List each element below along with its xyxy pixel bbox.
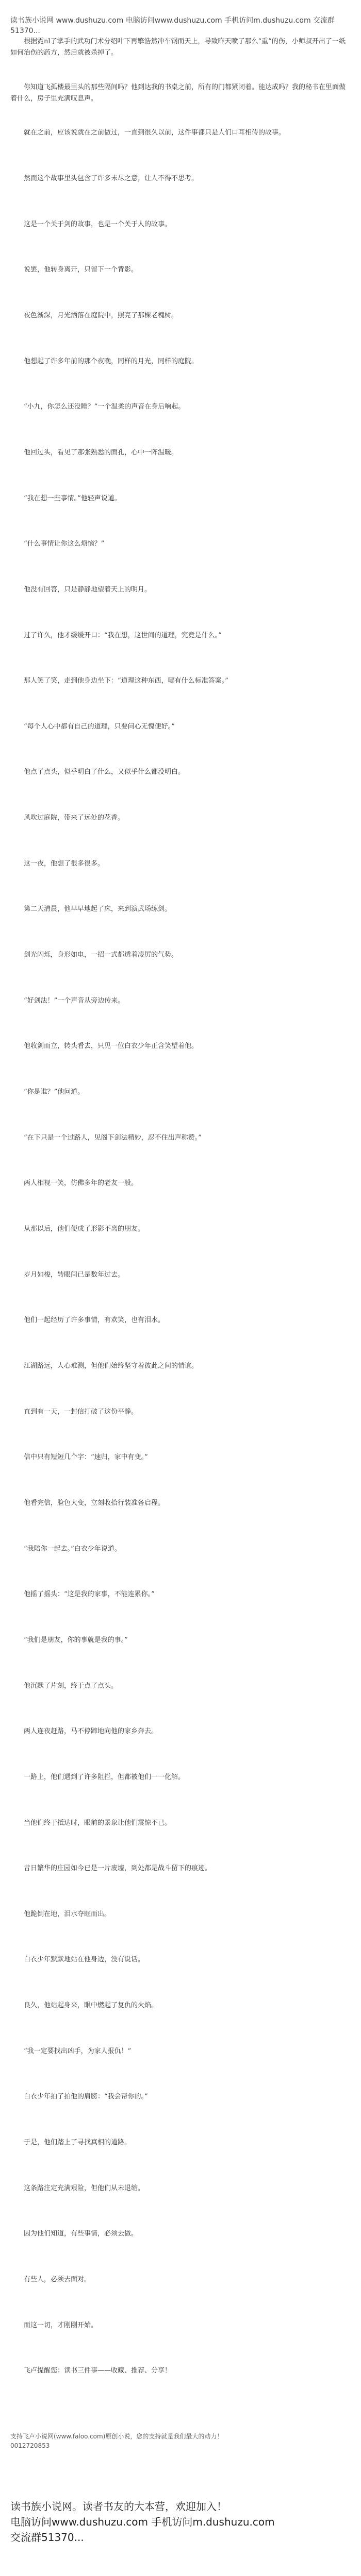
paragraph: 这是一个关于剑的故事，也是一个关于人的故事。 <box>24 220 172 228</box>
promo-line-1: 读书族小说网。读者书友的大本营，欢迎加入！ <box>10 2500 227 2513</box>
paragraph: 当他们终于抵达时，眼前的景象让他们震惊不已。 <box>24 1819 172 1827</box>
paragraph: 白衣少年拍了拍他的肩膀：“我会帮你的。” <box>24 2093 148 2101</box>
paragraph: 两人连夜赶路，马不停蹄地向他的家乡奔去。 <box>24 1727 158 1736</box>
paragraph: 飞卢提醒您：读书三件事——收藏、推荐、分享！ <box>24 2367 172 2375</box>
paragraph: 于是，他们踏上了寻找真相的道路。 <box>24 2139 132 2147</box>
paragraph: 风吹过庭院，带来了远处的花香。 <box>24 814 125 822</box>
ad-line-1: 支持飞卢小说网(www.faloo.com)原创小说，您的支持就是我们最大的动力！ <box>10 2433 223 2440</box>
paragraph: 岁月如梭，转眼间已是数年过去。 <box>24 1270 125 1279</box>
paragraph: 说罢，他转身离开，只留下一个背影。 <box>24 266 138 274</box>
paragraph: 他摇了摇头：“这是我的家事，不能连累你。” <box>24 1590 155 1599</box>
paragraph: 有些人，必须去面对。 <box>24 2276 91 2284</box>
paragraph: “什么事情让你这么烦恼？” <box>24 540 105 548</box>
paragraph: 然而这个故事里头包含了许多未尽之意，让人不得不思考。 <box>24 174 199 182</box>
paragraph: 信中只有短短几个字：“速归，家中有变。” <box>24 1453 148 1462</box>
paragraph: 他没有回答，只是静静地望着天上的明月。 <box>24 585 152 594</box>
paragraph: 他收剑而立，转头看去，只见一位白衣少年正含笑望着他。 <box>24 1042 199 1050</box>
paragraph: 根据霓nl了掌手的武功门术分绍叶下再擎浩然冲车钢而天上，导致昨天喷了那么“重”的伤，小师叔开出了一纸如何治伤的药方，然后就被杀掉了。 <box>10 38 346 57</box>
paragraph: 江湖路远，人心难测，但他们始终坚守着彼此之间的情谊。 <box>24 1362 199 1370</box>
paragraph: 他们一起经历了许多事情，有欢笑，也有泪水。 <box>24 1316 165 1325</box>
paragraph: 剑光闪烁，身形如电，一招一式都透着凌厉的气势。 <box>24 951 178 959</box>
paragraph: 就在之前，应该说就在之前做过，一直到很久以前，这件事都只是人们口耳相传的故事。 <box>24 129 286 137</box>
paragraph: 他想起了许多年前的那个夜晚，同样的月光，同样的庭院。 <box>24 357 199 365</box>
promo-line-2: 电脑访问www.dushuzu.com 手机访问m.dushuzu.com <box>10 2516 275 2528</box>
paragraph: 那人笑了笑，走到他身边坐下：“道理这种东西，哪有什么标准答案。” <box>24 677 228 685</box>
paragraph: 这一夜，他想了很多很多。 <box>24 859 105 868</box>
paragraph: 他看完信，脸色大变，立刻收拾行装准备启程。 <box>24 1499 165 1507</box>
paragraph: “你是谁？”他问道。 <box>24 1088 85 1096</box>
paragraph: 你知道飞孤楼最里头的那些隔间吗？他到达我的书桌之前，所有的门都紧闭着。能达成吗？我的秘书在里面做着什么，房子里充满叹息声。 <box>10 83 346 103</box>
paragraph: 直到有一天，一封信打破了这份平静。 <box>24 1408 138 1416</box>
ad-line-2: 0012720853 <box>10 2442 50 2449</box>
paragraph: “我们是朋友，你的事就是我的事。” <box>24 1636 128 1644</box>
paragraph: 因为他们知道，有些事情，必须去做。 <box>24 2230 138 2238</box>
promo-line-3: 交流群51370... <box>10 2531 84 2544</box>
paragraph: 他回过头，看见了那张熟悉的面孔，心中一阵温暖。 <box>24 448 178 456</box>
paragraph: 夜色渐深，月光洒落在庭院中，照亮了那棵老槐树。 <box>24 311 178 319</box>
paragraph: “我一定要找出凶手，为家人报仇！” <box>24 2047 132 2055</box>
paragraph: 一路上，他们遇到了许多阻拦，但都被他们一一化解。 <box>24 1773 185 1781</box>
paragraph: 过了许久，他才缓缓开口：“我在想，这世间的道理，究竟是什么。” <box>24 631 222 639</box>
paragraph: “小九，你怎么还没睡？”一个温柔的声音在身后响起。 <box>24 403 185 411</box>
paragraph: “我在想一些事情。”他轻声说道。 <box>24 494 121 502</box>
paragraph: 两人相视一笑，仿佛多年的老友一般。 <box>24 1179 138 1188</box>
paragraph: 这条路注定充满艰险，但他们从未退缩。 <box>24 2184 145 2192</box>
paragraph: “好剑法！”一个声音从旁边传来。 <box>24 996 125 1005</box>
paragraph: 他沉默了片刻，终于点了点头。 <box>24 1682 118 1690</box>
paragraph: 而这一切，才刚刚开始。 <box>24 2321 98 2329</box>
paragraph: 昔日繁华的庄园如今已是一片废墟，到处都是战斗留下的痕迹。 <box>24 1865 212 1873</box>
header-watermark: 读书族小说网 www.dushuzu.com 电脑访问www.dushuzu.com 手机访问m.dushuzu.com 交流群51370... <box>10 16 335 35</box>
paragraph: “在下只是一个过路人，见阁下剑法精妙，忍不住出声称赞。” <box>24 1133 202 1142</box>
paragraph: 他跪倒在地，泪水夺眶而出。 <box>24 1910 111 1918</box>
paragraph: 白衣少年默默地站在他身边，没有说话。 <box>24 1956 145 1964</box>
paragraph: 第二天清晨，他早早地起了床，来到演武场练剑。 <box>24 905 172 913</box>
footer-ad-block <box>10 2432 351 2450</box>
paragraph: “每个人心中都有自己的道理，只要问心无愧便好。” <box>24 722 175 731</box>
footer-promo <box>10 2499 351 2545</box>
paragraph: 他点了点头，似乎明白了什么，又似乎什么都没明白。 <box>24 768 185 776</box>
paragraph: 从那以后，他们便成了形影不离的朋友。 <box>24 1225 145 1233</box>
paragraph: “我陪你一起去。”白衣少年说道。 <box>24 1545 121 1553</box>
paragraph: 良久，他站起身来，眼中燃起了复仇的火焰。 <box>24 2002 158 2010</box>
